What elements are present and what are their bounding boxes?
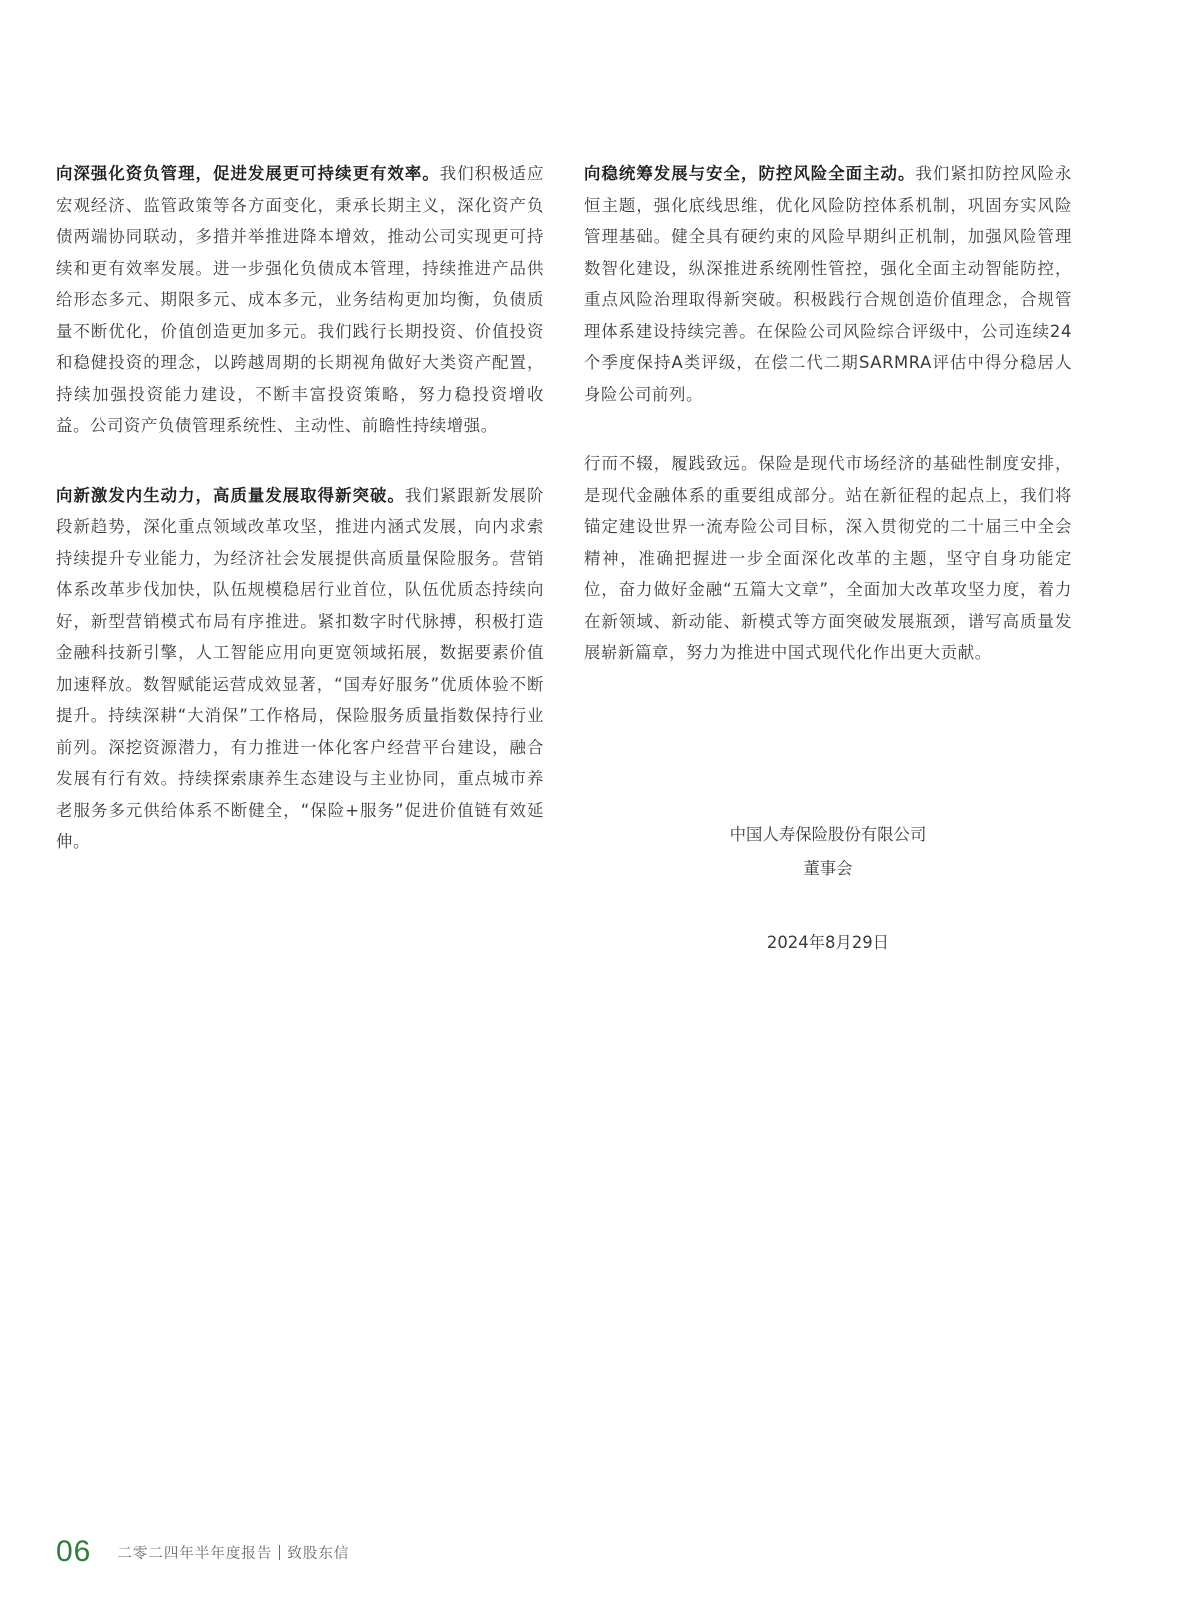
paragraph-internal-momentum	[56, 480, 544, 858]
paragraph-body: 行而不辍，履践致远。保险是现代市场经济的基础性制度安排，是现代金融体系的重要组成部分。站在新征程的起点上，我们将锚定建设世界一流寿险公司目标，深入贯彻党的二十届三中全会精神，准确把握进一步全面深化改革的主题，坚守自身功能定位，奋力做好金融“五篇大文章”，全面加大改革攻坚力度，着力在新领域、新动能、新模式等方面突破发展瓶颈，谱写高质量发展崭新篇章，努力为推进中国式现代化作出更大贡献。	[584, 454, 1072, 662]
footer-divider	[279, 1545, 280, 1560]
page-number: 06	[56, 1535, 92, 1568]
report-title: 二零二四年半年度报告	[117, 1545, 273, 1562]
paragraph-outlook	[584, 448, 1072, 669]
page-footer	[56, 1532, 349, 1572]
right-column	[584, 158, 1072, 707]
paragraph-risk-control	[584, 158, 1072, 410]
paragraph-body: 我们积极适应宏观经济、监管政策等各方面变化，秉承长期主义，深化资产负债两端协同联动，多措并举推进降本增效，推动公司实现更可持续和更有效率发展。进一步强化负债成本管理，持续推进产品供给形态多元、期限多元、成本多元，业务结构更加均衡，负债质量不断优化，价值创造更加多元。我们践行长期投资、价值投资和稳健投资的理念，以跨越周期的长期视角做好大类资产配置，持续加强投资能力建设，不断丰富投资策略，努力稳投资增收益。公司资产负债管理系统性、主动性、前瞻性持续增强。	[56, 164, 544, 435]
paragraph-body: 我们紧跟新发展阶段新趋势，深化重点领域改革攻坚，推进内涵式发展，向内求索持续提升专业能力，为经济社会发展提供高质量保险服务。营销体系改革步伐加快，队伍规模稳居行业首位，队伍优质态持续向好，新型营销模式布局有序推进。紧扣数字时代脉搏，积极打造金融科技新引擎，人工智能应用向更宽领域拓展，数据要素价值加速释放。数智赋能运营成效显著，“国寿好服务”优质体验不断提升。持续深耕“大消保”工作格局，保险服务质量指数保持行业前列。深挖资源潜力，有力推进一体化客户经营平台建设，融合发展有行有效。持续探索康养生态建设与主业协同，重点城市养老服务多元供给体系不断健全，“保险+服务”促进价值链有效延伸。	[56, 485, 544, 851]
paragraph-lead: 向深强化资负管理，促进发展更可持续更有效率。	[56, 164, 440, 183]
signature-board: 董事会	[803, 859, 853, 878]
left-column	[56, 158, 544, 896]
signature-date: 2024年8月29日	[766, 933, 890, 952]
paragraph-body: 我们紧扣防控风险永恒主题，强化底线思维，优化风险防控体系机制，巩固夯实风险管理基础。健全具有硬约束的风险早期纠正机制，加强风险管理数智化建设，纵深推进系统刚性管控，强化全面主动智能防控，重点风险治理取得新突破。积极践行合规创造价值理念，合规管理体系建设持续完善。在保险公司风险综合评级中，公司连续24个季度保持A类评级，在偿二代二期SARMRA评估中得分稳居人身险公司前列。	[584, 164, 1072, 404]
signature-company: 中国人寿保险股份有限公司	[729, 825, 927, 844]
paragraph-lead: 向新激发内生动力，高质量发展取得新突破。	[56, 485, 405, 505]
signature-block	[584, 818, 1072, 960]
paragraph-asset-liability	[56, 158, 544, 442]
report-section: 致股东信	[287, 1545, 350, 1562]
paragraph-lead: 向稳统筹发展与安全，防控风险全面主动。	[584, 164, 916, 183]
